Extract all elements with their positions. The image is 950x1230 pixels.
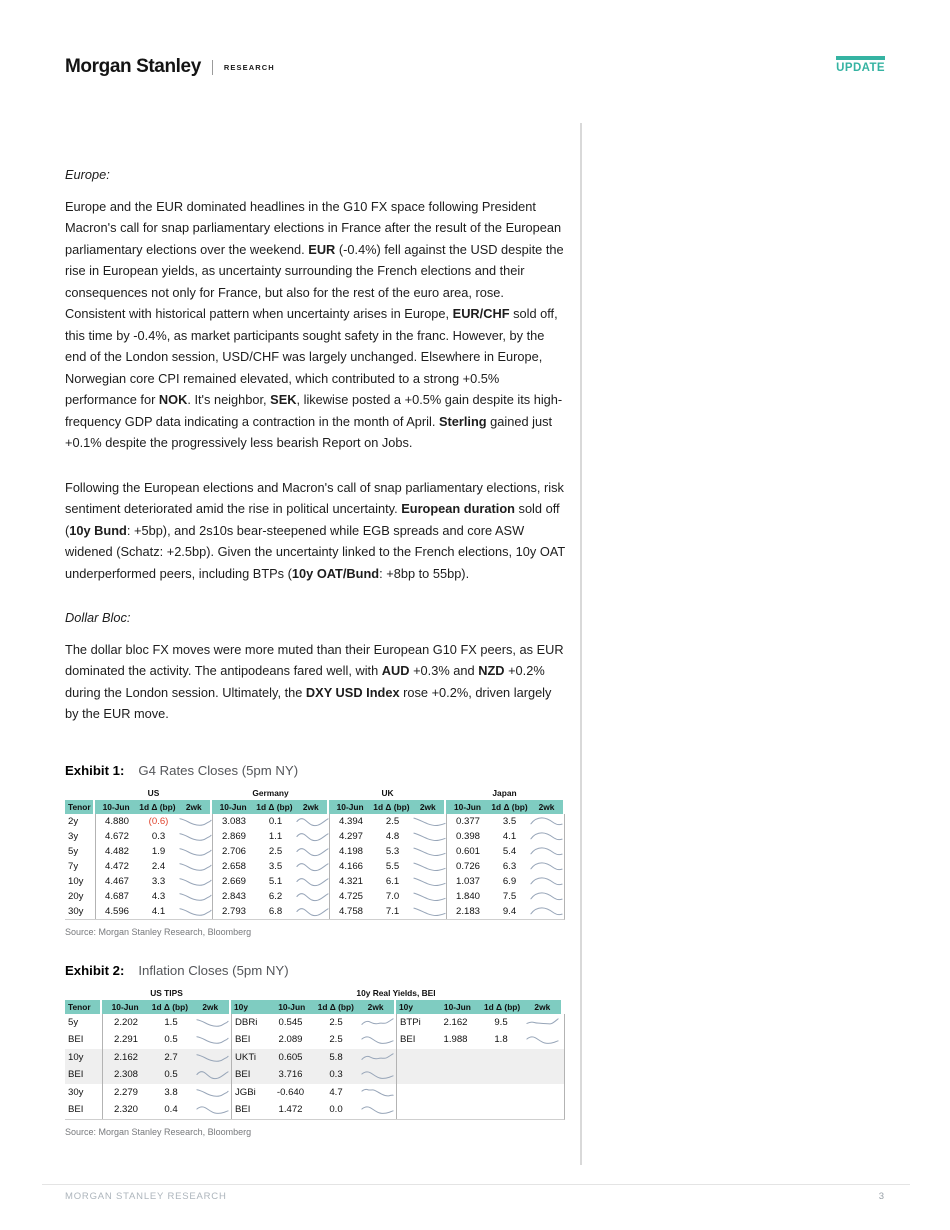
change-cell xyxy=(479,1049,523,1067)
sparkline-icon xyxy=(296,829,329,844)
change-cell: 4.8 xyxy=(385,830,400,842)
tenor-cell: BEI xyxy=(68,1034,84,1046)
change-cell: 5.5 xyxy=(385,860,400,872)
empty-cell xyxy=(523,1066,561,1084)
value-cell: 1.988 xyxy=(443,1034,468,1046)
value-cell: 2.793 xyxy=(212,904,255,919)
footer-rule xyxy=(42,1184,910,1185)
column-header: 2wk xyxy=(538,801,555,812)
page-number: 3 xyxy=(878,1191,884,1202)
sparkline-icon xyxy=(296,859,329,874)
change-cell: 3.3 xyxy=(151,875,166,887)
change-cell: 7.0 xyxy=(385,890,400,902)
paragraph xyxy=(65,164,567,186)
instrument-cell xyxy=(396,1084,432,1102)
change-cell: 6.1 xyxy=(385,875,400,887)
change-cell: 5.3 xyxy=(385,845,400,857)
sparkline-icon xyxy=(179,904,212,919)
table-row xyxy=(65,1031,564,1049)
sparkline-icon xyxy=(179,874,212,889)
column-divider xyxy=(580,123,582,1165)
instrument-cell: DBRi xyxy=(231,1014,267,1032)
sparkline-icon xyxy=(358,1084,396,1102)
sparkline-icon xyxy=(193,1014,231,1032)
text-segment: European duration xyxy=(401,501,515,516)
column-header: 1d Δ (bp) xyxy=(491,801,528,812)
value-cell: 4.672 xyxy=(95,829,138,844)
empty-cell xyxy=(523,1101,561,1119)
text-segment: sold off, this time by -0.4%, as market participants sought safety in the franc. However, by the end of the London session, USD/CHF was largely unchanged. Elsewhere in Europe, Norwegian core CPI remained elevated, which contributed to a strong +0.5% performance for xyxy=(65,306,558,407)
change-cell: 6.3 xyxy=(502,860,517,872)
column-header: 1d Δ (bp) xyxy=(317,1001,354,1012)
value-cell: 4.880 xyxy=(95,814,138,829)
text-segment: Sterling xyxy=(438,413,487,429)
column-header: 10-Jun xyxy=(278,1001,306,1012)
column-header: 2wk xyxy=(534,1001,551,1012)
instrument-cell xyxy=(396,1049,432,1067)
header-block xyxy=(231,1000,396,1014)
change-cell: 5.8 xyxy=(329,1051,343,1063)
tenor-cell: 2y xyxy=(68,815,79,827)
sparkline-icon xyxy=(358,1101,396,1119)
header-block xyxy=(65,1000,102,1014)
exhibit-1-column-header-row xyxy=(65,800,565,814)
exhibit-2-source: Source: Morgan Stanley Research, Bloomberg xyxy=(65,1126,252,1137)
sparkline-icon xyxy=(530,859,563,874)
table-row xyxy=(65,1101,564,1119)
change-cell: 7.5 xyxy=(502,890,517,902)
tenor-cell: 10y xyxy=(68,875,84,887)
text-segment: NOK xyxy=(158,392,188,407)
exhibit-2-title: Inflation Closes (5pm NY) xyxy=(138,962,289,978)
column-header: 2wk xyxy=(202,1001,219,1012)
value-cell: 3.716 xyxy=(278,1069,303,1081)
change-cell: (0.6) xyxy=(148,815,169,827)
instrument-cell xyxy=(396,1066,432,1084)
sparkline-icon xyxy=(413,829,446,844)
brand xyxy=(65,56,275,78)
value-cell xyxy=(432,1084,479,1102)
paragraph xyxy=(65,477,567,585)
table-row xyxy=(65,904,564,919)
change-cell: 2.5 xyxy=(268,845,283,857)
column-header: 10-Jun xyxy=(102,801,130,812)
change-cell: 0.4 xyxy=(164,1104,178,1116)
column-header: 1d Δ (bp) xyxy=(151,1001,189,1012)
sparkline-icon xyxy=(530,874,563,889)
paragraph xyxy=(65,196,567,454)
sparkline-icon xyxy=(296,814,329,829)
change-cell: 7.1 xyxy=(385,905,400,917)
sparkline-icon xyxy=(413,874,446,889)
table-row xyxy=(65,1049,564,1067)
exhibit-2-label: Exhibit 2: xyxy=(65,962,125,978)
body-paragraphs xyxy=(65,164,567,725)
change-cell: 1.1 xyxy=(268,830,283,842)
header-block xyxy=(212,800,329,814)
header-block xyxy=(329,800,446,814)
tenor-cell: BEI xyxy=(68,1104,84,1116)
change-cell: 0.5 xyxy=(164,1034,178,1046)
value-cell: 2.162 xyxy=(102,1049,149,1067)
text-segment: . It's neighbor, xyxy=(187,392,271,407)
table-row xyxy=(65,814,564,829)
brand-divider xyxy=(212,60,213,75)
column-header: 10-Jun xyxy=(454,801,481,812)
tenor-cell: 30y xyxy=(68,1086,84,1098)
header-block xyxy=(95,800,212,814)
exhibit-2-column-header-row xyxy=(65,1000,565,1014)
sparkline-icon xyxy=(193,1084,231,1102)
table-row xyxy=(65,1014,564,1032)
group-header: UK xyxy=(381,788,394,798)
table-row xyxy=(65,829,564,844)
value-cell: 0.377 xyxy=(446,814,489,829)
change-cell: 1.8 xyxy=(494,1034,508,1046)
change-cell xyxy=(479,1066,523,1084)
text-segment: sold off ( xyxy=(65,501,560,538)
text-segment: Europe and the EUR dominated headlines in the G10 FX space following President Macron's call for snap parliamentary elections in France after the result of the European parliamentary elections over the weekend. xyxy=(65,198,562,257)
value-cell: 2.308 xyxy=(102,1066,149,1084)
exhibit-2-table xyxy=(65,987,565,1120)
header-block xyxy=(446,800,563,814)
change-cell: 0.0 xyxy=(329,1104,343,1116)
tenor-cell: 3y xyxy=(68,830,79,842)
header xyxy=(65,56,885,78)
change-cell: 0.3 xyxy=(329,1069,343,1081)
column-header: Tenor xyxy=(68,1001,91,1012)
sparkline-icon xyxy=(193,1101,231,1119)
value-cell: 2.843 xyxy=(212,889,255,904)
group-header: Japan xyxy=(492,788,517,798)
table-row xyxy=(65,859,564,874)
instrument-cell: BEI xyxy=(231,1066,267,1084)
value-cell: 2.089 xyxy=(278,1034,303,1046)
sparkline-icon xyxy=(179,829,212,844)
text-segment: (-0.4%) fell against the USD despite the rise in European yields, as uncertainty surrounding the French elections and their consequences not only for France, but also for the rest of the euro area, rose. Consistent with historical pattern when uncertainty arises in Europe, xyxy=(65,241,564,321)
text-segment: Following the European elections and Macron's call of snap parliamentary elections, risk sentiment deteriorated amid the rise in political uncertainty. xyxy=(65,479,564,516)
value-cell xyxy=(432,1066,479,1084)
sparkline-icon xyxy=(193,1049,231,1067)
change-cell: 3.5 xyxy=(502,815,517,827)
table-row xyxy=(65,844,564,859)
sparkline-icon xyxy=(530,814,563,829)
change-cell: 3.8 xyxy=(164,1086,178,1098)
value-cell: 1.472 xyxy=(278,1104,303,1116)
morgan-stanley-logo: Morgan Stanley xyxy=(65,56,201,77)
sparkline-icon xyxy=(413,904,446,919)
text-segment: Europe: xyxy=(65,167,110,182)
update-badge: UPDATE xyxy=(836,56,885,74)
group-header: 10y Real Yields, BEI xyxy=(356,988,436,998)
column-header: 10y xyxy=(234,1001,248,1012)
value-cell: 0.398 xyxy=(446,829,489,844)
value-cell: 4.198 xyxy=(329,844,372,859)
value-cell: 1.840 xyxy=(446,889,489,904)
value-cell: 4.482 xyxy=(95,844,138,859)
change-cell: 4.1 xyxy=(151,905,166,917)
table-row xyxy=(65,874,564,889)
change-cell: 6.8 xyxy=(268,905,283,917)
column-header: 2wk xyxy=(185,801,202,812)
exhibit-1 xyxy=(65,763,567,937)
text-segment: DXY USD Index xyxy=(305,684,400,700)
sparkline-icon xyxy=(523,1014,561,1032)
tenor-cell: 10y xyxy=(68,1051,84,1063)
table-row xyxy=(65,889,564,904)
sparkline-icon xyxy=(296,889,329,904)
column-header: 2wk xyxy=(302,801,319,812)
column-header: 10-Jun xyxy=(336,801,364,812)
column-header: 1d Δ (bp) xyxy=(139,801,176,812)
value-cell: 4.321 xyxy=(329,874,372,889)
sparkline-icon xyxy=(358,1066,396,1084)
column-header: 10-Jun xyxy=(443,1001,471,1012)
value-cell: 2.669 xyxy=(212,874,255,889)
value-cell: 4.687 xyxy=(95,889,138,904)
change-cell: 0.1 xyxy=(268,815,283,827)
change-cell: 0.5 xyxy=(164,1069,178,1081)
value-cell: 2.183 xyxy=(446,904,489,919)
change-cell: 3.5 xyxy=(268,860,283,872)
instrument-cell: BTPi xyxy=(396,1014,432,1032)
header-block xyxy=(65,800,95,814)
change-cell: 2.7 xyxy=(164,1051,178,1063)
text-segment: gained just +0.1% despite the progressively less bearish Report on Jobs. xyxy=(65,413,553,450)
exhibit-2-group-header-row xyxy=(65,987,565,1000)
tenor-cell: 5y xyxy=(68,1016,79,1028)
table-row xyxy=(65,1084,564,1102)
exhibit-1-title: G4 Rates Closes (5pm NY) xyxy=(138,762,299,778)
exhibit-1-group-header-row xyxy=(65,787,565,800)
text-segment: NZD xyxy=(478,663,505,678)
table-row xyxy=(65,1066,564,1084)
sparkline-icon xyxy=(193,1031,231,1049)
value-cell: 4.472 xyxy=(95,859,138,874)
sparkline-icon xyxy=(296,874,329,889)
text-segment: The dollar bloc FX moves were more muted than their European G10 FX peers, as EUR dominated the activity. The antipodeans fared well, with xyxy=(65,641,564,678)
value-cell: 4.596 xyxy=(95,904,138,919)
sparkline-icon xyxy=(413,844,446,859)
column-header: 1d Δ (bp) xyxy=(256,801,293,812)
text-segment: 10y OAT/Bund xyxy=(291,565,380,581)
text-segment: : +5bp), and 2s10s bear-steepened while EGB spreads and core ASW widened (Schatz: +2.5bp). Given the uncertainty linked to the French elections, 10y OAT underperformed peers, including BTPs ( xyxy=(65,522,565,581)
value-cell: 2.869 xyxy=(212,829,255,844)
value-cell: 4.467 xyxy=(95,874,138,889)
change-cell: 2.5 xyxy=(385,815,400,827)
sparkline-icon xyxy=(530,889,563,904)
text-segment: rose +0.2%, driven largely by the EUR move. xyxy=(65,684,552,721)
exhibit-1-label: Exhibit 1: xyxy=(65,762,125,778)
change-cell: 2.5 xyxy=(329,1034,343,1046)
text-segment: +0.2% during the London session. Ultimately, the xyxy=(65,663,545,700)
change-cell xyxy=(479,1101,523,1119)
text-segment: Dollar Bloc: xyxy=(65,610,131,625)
instrument-cell xyxy=(396,1101,432,1119)
change-cell: 6.9 xyxy=(502,875,517,887)
change-cell: 5.4 xyxy=(502,845,517,857)
content-column xyxy=(65,164,567,1137)
change-cell: 4.1 xyxy=(502,830,517,842)
change-cell: 2.4 xyxy=(151,860,166,872)
sparkline-icon xyxy=(530,904,563,919)
change-cell: 4.3 xyxy=(151,890,166,902)
group-header: US xyxy=(147,788,160,798)
sparkline-icon xyxy=(358,1014,396,1032)
value-cell: 4.394 xyxy=(329,814,372,829)
sparkline-icon xyxy=(530,844,563,859)
text-segment: , likewise posted a +0.5% gain despite its high-frequency GDP data indicating a contraction in the month of April. xyxy=(65,392,563,429)
change-cell: 6.2 xyxy=(268,890,283,902)
exhibit-1-table xyxy=(65,787,565,920)
change-cell: 4.7 xyxy=(329,1086,343,1098)
column-header: 10-Jun xyxy=(111,1001,139,1012)
value-cell: 4.297 xyxy=(329,829,372,844)
column-header: 1d Δ (bp) xyxy=(483,1001,521,1012)
value-cell: 2.320 xyxy=(102,1101,149,1119)
value-cell xyxy=(432,1101,479,1119)
change-cell: 1.9 xyxy=(151,845,166,857)
value-cell: 2.279 xyxy=(102,1084,149,1102)
column-header: 10y xyxy=(399,1001,413,1012)
group-header: Germany xyxy=(252,788,289,798)
text-segment: AUD xyxy=(381,663,410,678)
exhibit-1-table-body xyxy=(65,814,565,920)
value-cell: 0.545 xyxy=(278,1016,303,1028)
column-header: Tenor xyxy=(68,801,91,812)
value-cell: 2.291 xyxy=(102,1031,149,1049)
value-cell: 3.083 xyxy=(212,814,255,829)
instrument-cell: BEI xyxy=(396,1031,432,1049)
sparkline-icon xyxy=(179,814,212,829)
paragraph xyxy=(65,607,567,629)
empty-cell xyxy=(523,1084,561,1102)
value-cell: 2.202 xyxy=(102,1014,149,1032)
change-cell: 9.5 xyxy=(494,1016,508,1028)
group-header: US TIPS xyxy=(150,988,183,998)
value-cell: 0.601 xyxy=(446,844,489,859)
value-cell: 4.725 xyxy=(329,889,372,904)
text-segment: : +8bp to 55bp). xyxy=(379,565,470,581)
column-header: 2wk xyxy=(419,801,436,812)
value-cell: 4.758 xyxy=(329,904,372,919)
value-cell: 4.166 xyxy=(329,859,372,874)
change-cell: 9.4 xyxy=(502,905,517,917)
value-cell: 1.037 xyxy=(446,874,489,889)
sparkline-icon xyxy=(193,1066,231,1084)
exhibit-2-heading xyxy=(65,963,567,978)
value-cell: -0.640 xyxy=(276,1086,305,1098)
research-label: RESEARCH xyxy=(223,62,275,72)
sparkline-icon xyxy=(179,889,212,904)
empty-cell xyxy=(523,1049,561,1067)
tenor-cell: 30y xyxy=(68,905,84,917)
change-cell: 5.1 xyxy=(268,875,283,887)
change-cell xyxy=(479,1084,523,1102)
header-block xyxy=(102,1000,231,1014)
exhibit-2-table-body xyxy=(65,1014,565,1120)
sparkline-icon xyxy=(296,844,329,859)
value-cell: 0.605 xyxy=(278,1051,303,1063)
tenor-cell: BEI xyxy=(68,1069,84,1081)
exhibit-1-source: Source: Morgan Stanley Research, Bloomberg xyxy=(65,926,252,937)
text-segment: 10y Bund xyxy=(69,522,127,538)
value-cell: 2.162 xyxy=(443,1016,468,1028)
instrument-cell: UKTi xyxy=(231,1049,267,1067)
value-cell: 2.706 xyxy=(212,844,255,859)
value-cell xyxy=(432,1049,479,1067)
text-segment: EUR xyxy=(308,241,336,257)
value-cell: 0.726 xyxy=(446,859,489,874)
sparkline-icon xyxy=(523,1031,561,1049)
text-segment: +0.3% and xyxy=(409,663,479,678)
instrument-cell: JGBi xyxy=(231,1084,267,1102)
tenor-cell: 5y xyxy=(68,845,79,857)
footer-brand: MORGAN STANLEY RESEARCH xyxy=(65,1191,227,1202)
change-cell: 2.5 xyxy=(329,1016,343,1028)
value-cell: 2.658 xyxy=(212,859,255,874)
tenor-cell: 20y xyxy=(68,890,84,902)
sparkline-icon xyxy=(358,1049,396,1067)
text-segment: EUR/CHF xyxy=(452,306,510,321)
sparkline-icon xyxy=(179,859,212,874)
sparkline-icon xyxy=(413,859,446,874)
column-header: 10-Jun xyxy=(219,801,247,812)
sparkline-icon xyxy=(413,889,446,904)
instrument-cell: BEI xyxy=(231,1101,267,1119)
column-header: 2wk xyxy=(367,1001,384,1012)
sparkline-icon xyxy=(530,829,563,844)
sparkline-icon xyxy=(296,904,329,919)
exhibit-1-heading xyxy=(65,763,567,778)
sparkline-icon xyxy=(413,814,446,829)
column-header: 1d Δ (bp) xyxy=(373,801,410,812)
paragraph xyxy=(65,639,567,725)
change-cell: 0.3 xyxy=(151,830,166,842)
header-block xyxy=(396,1000,561,1014)
exhibit-2 xyxy=(65,963,567,1137)
instrument-cell: BEI xyxy=(231,1031,267,1049)
tenor-cell: 7y xyxy=(68,860,79,872)
change-cell: 1.5 xyxy=(164,1016,178,1028)
sparkline-icon xyxy=(179,844,212,859)
sparkline-icon xyxy=(358,1031,396,1049)
text-segment: SEK xyxy=(270,392,297,407)
